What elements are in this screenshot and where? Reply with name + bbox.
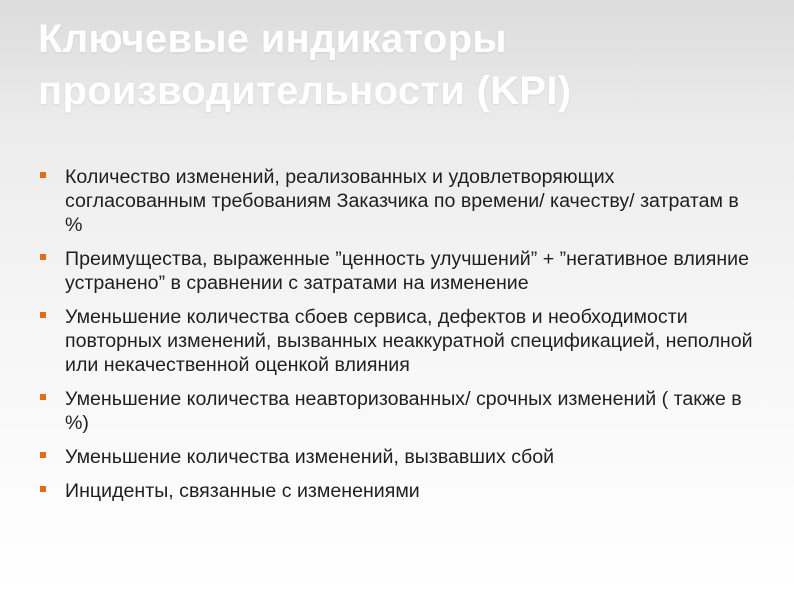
bullet-square-icon — [40, 486, 46, 492]
bullet-text: Количество изменений, реализованных и удовлетворяющих согласованным требованиям Заказчика по времени/ качеству/ затратам в % — [65, 166, 739, 236]
bullet-square-icon — [40, 394, 46, 400]
bullet-item — [38, 387, 758, 435]
bullet-list — [38, 165, 758, 513]
bullet-text: Уменьшение количества неавторизованных/ срочных изменений ( также в %) — [65, 388, 742, 434]
bullet-item — [38, 479, 758, 503]
bullet-text: Уменьшение количества изменений, вызвавших сбой — [65, 446, 555, 468]
bullet-text: Уменьшение количества сбоев сервиса, дефектов и необходимости повторных изменений, вызванных неаккуратной спецификацией, неполной или некачественной оценкой влияния — [65, 306, 753, 376]
bullet-item — [38, 305, 758, 377]
bullet-square-icon — [40, 172, 46, 178]
bullet-square-icon — [40, 452, 46, 458]
bullet-item — [38, 165, 758, 237]
bullet-item — [38, 445, 758, 469]
bullet-item — [38, 247, 758, 295]
bullet-square-icon — [40, 254, 46, 260]
bullet-text: Преимущества, выраженные ”ценность улучшений” + ”негативное влияние устранено” в сравнении с затратами на изменение — [65, 248, 750, 294]
bullet-text: Инциденты, связанные с изменениями — [65, 480, 420, 502]
bullet-square-icon — [40, 312, 46, 318]
slide-title: Ключевые индикаторы производительности (KPI) — [38, 17, 572, 113]
